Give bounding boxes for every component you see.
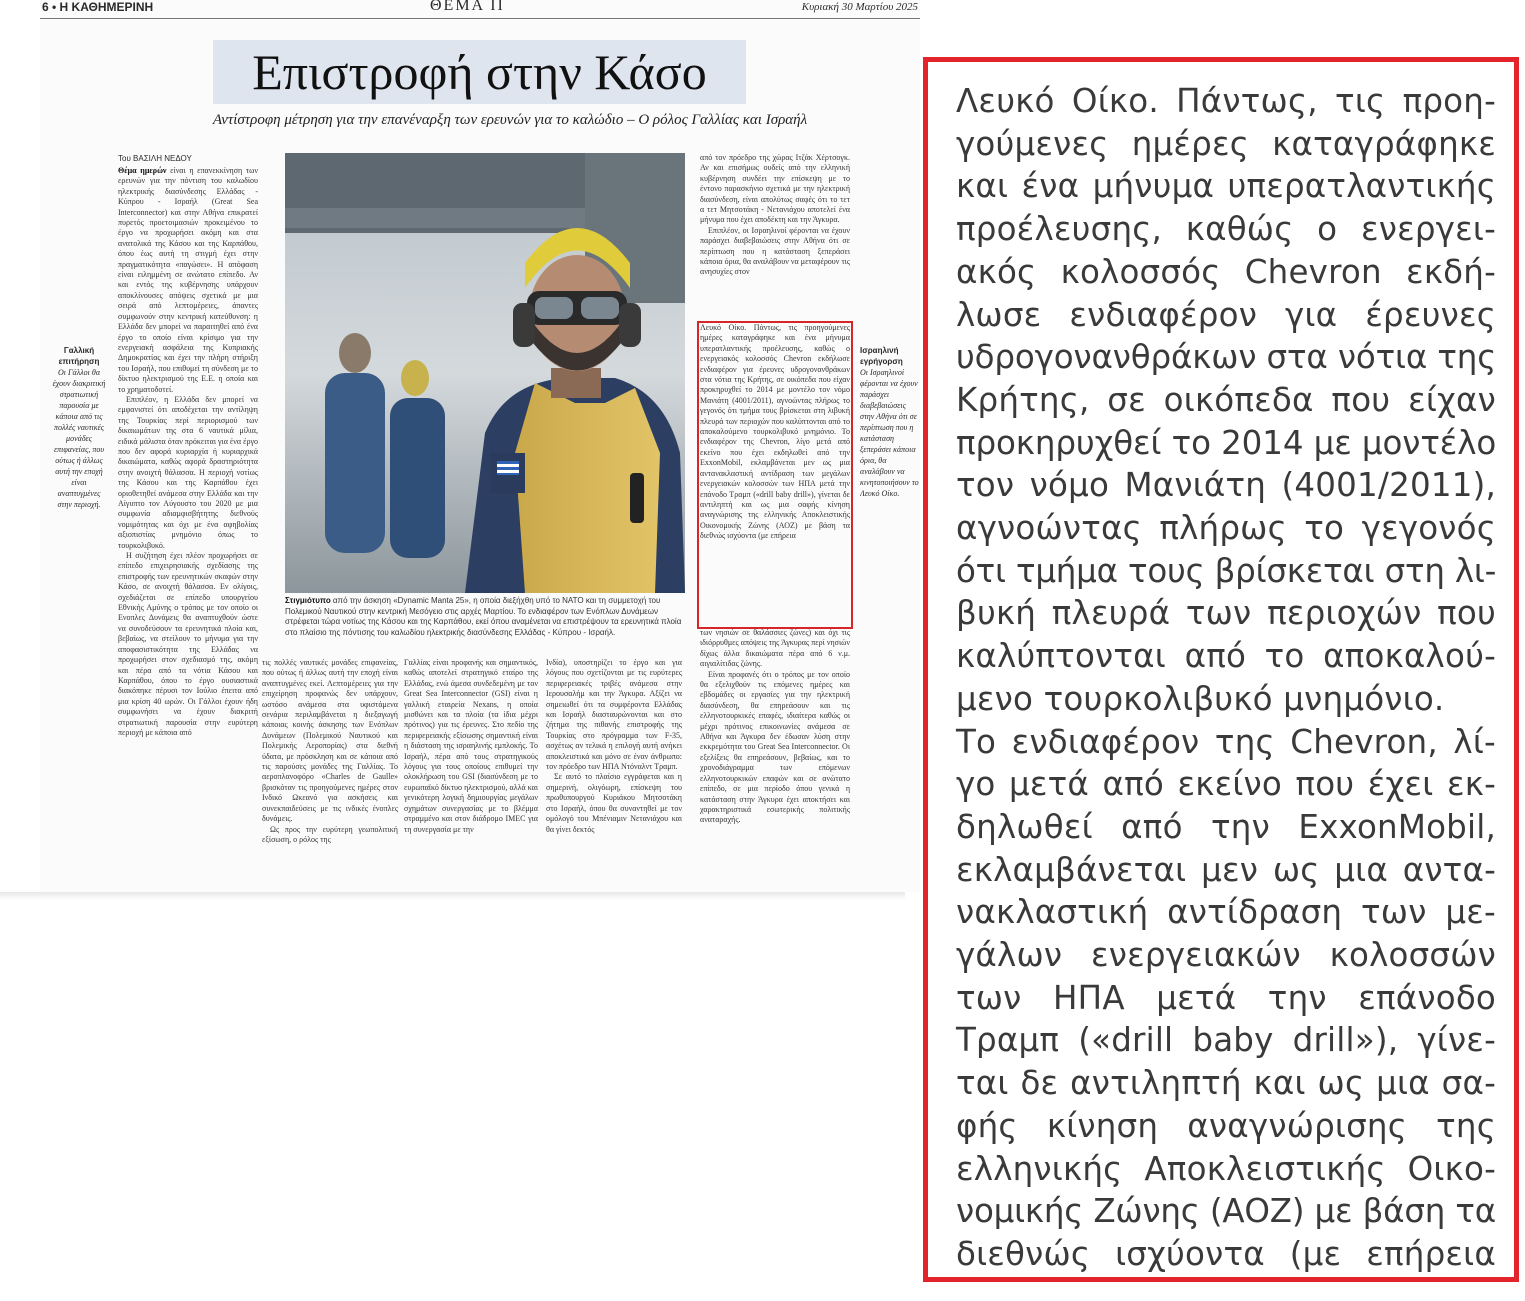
article-photo [285, 153, 685, 593]
excerpt-line: Τραμπ («drill baby drill»), γίνε- [956, 1021, 1496, 1060]
paragraph: των νησιών σε θαλάσσιες ζώνες) και όχι τις ιδιόρρυθμες απόψεις της Άγκυρας περί νησιών δίχως άλλα δικαιώματα πέρα από 6 ν.μ. αιγιαλίτιδας ζώνης. [700, 628, 850, 669]
header-rule [40, 18, 920, 19]
pull-quote-title: Ισραηλινή εγρήγορση [860, 346, 903, 366]
article-headline: Επιστροφή στην Κάσο [252, 44, 707, 100]
paragraph: Σε αυτό το πλαίσιο εγγράφεται και η σημερινή, ολιγόωρη, επίσκεψη του πρωθυπουργού Κυριάκου Μητσοτάκη στο Ισραήλ, όπου θα συναντηθεί με τον ομόλογό του Μπένιαμιν Νετανιάχου και θα γίνει δεκτός [546, 772, 682, 834]
article-column-4 [546, 658, 682, 892]
excerpt-line: Λευκό Οίκο. Πάντως, τις προη- [956, 82, 1496, 120]
page-edge [0, 892, 905, 900]
paragraph: Η συζήτηση έχει πλέον προχωρήσει σε επίπεδο επιχειρησιακής σχεδίασης της επιστροφής των ερευνητικών σκαφών στην Κάσο, σε ανοιχτή θάλασσα. Εν ολίγοις, σχεδιάζεται σε επίπεδο υπουργείου Εθνικής Αμύνης ο τρόπος με τον οποίο οι Ενοπλες Δυνάμεις θα αναπτυχθούν ώστε να συνοδεύσουν τα ερευνητικά πλοία και, βεβαίως, να στείλουν το μήνυμα για την αποφασιστικότητα της Ελλάδας να προχωρήσει στον σχεδιασμό της, ακόμη και πέρα από τα νότια Κάσου και Καρπάθου, όπου το έργο ουσιαστικά διακόπηκε πέρυσι τον Ιούλιο έπειτα από μια κρίση 40 ωρών. Οι Γάλλοι έχουν ήδη συμφωνήσει να έχουν διακριτή στρατιωτική παρουσία στην ευρύτερη περιοχή με κάποια από [118, 551, 258, 737]
paragraph: Ως προς την ευρύτερη γεωπολιτική εξίσωση, ο ρόλος της [262, 824, 398, 844]
pull-quote-title: Γαλλική επιτήρηση [58, 346, 100, 366]
excerpt-line: μενο τουρκολιβυκό μνημόνιο. [956, 679, 1445, 718]
excerpt-line: νομικής Ζώνης (ΑΟΖ) με βάση τα [956, 1192, 1496, 1231]
article-column-3 [404, 658, 538, 892]
excerpt-line: ελληνικής Αποκλειστικής Οικο- [956, 1149, 1496, 1188]
page-header [40, 0, 920, 18]
article-column-1 [118, 166, 258, 892]
excerpt-line: ακός κολοσσός Chevron εκδή- [956, 252, 1496, 291]
paragraph: Γαλλίας είναι προφανής και σημαντικός, καθώς αποτελεί στρατηγικό εταίρο της Ελλάδας, ενώ άμεσα συνδεδεμένη με τον Great Sea Interconnector (GSI) είναι η γαλλική εταιρεία Nexans, η οποία μισθώνει και τα πλοία (τα ίδια μέχρι πρότινος) για τις έρευνες. Στο πεδίο της περιφερειακής εξίσωσης σημαντική είναι η διάσταση της ισραηλινής εμπλοκής. Το Ισραήλ, πέρα από τους στρατηγικούς λόγους για τους οποίους επιθυμεί την ολοκλήρωση του GSI (διασύνδεση με το ευρωπαϊκό δίκτυο ηλεκτρισμού, αλλά και γενικότερη λογική δημιουργίας μεγάλων σχημάτων συνεργασίας με το βλέμμα στραμμένο και στον διάδρομο IMEC για τη συνεργασία με την [404, 658, 538, 834]
excerpt-line: λωσε ενδιαφέρον για έρευνες [956, 295, 1496, 334]
excerpt-line: νακλαστική αντίδραση των με- [956, 893, 1496, 932]
excerpt-line: προέλευσης, καθώς ο ενεργει- [956, 210, 1496, 249]
excerpt-line: και ένα μήνυμα υπερατλαντικής [956, 167, 1496, 206]
zoomed-excerpt-frame [923, 57, 1519, 1282]
naval-officer-photo [285, 153, 685, 593]
excerpt-line: φής κίνηση αναγνώρισης της [956, 1106, 1496, 1145]
byline: Του ΒΑΣΙΛΗ ΝΕΔΟΥ [118, 154, 192, 163]
excerpt-line: γούμενες ημέρες καταγράφηκε [956, 124, 1496, 163]
excerpt-line: Κρήτης, σε οικόπεδα που είχαν [956, 380, 1496, 419]
newspaper-page [40, 0, 920, 892]
excerpt-line: υδρογονανθράκων στα νότια της [956, 338, 1497, 377]
highlight-box [697, 321, 853, 629]
excerpt-line: Το ενδιαφέρον της Chevron, λί- [956, 722, 1496, 761]
paragraph: από τον πρόεδρο της χώρας Ιτζάκ Χέρτσογκ. Αν και επισήμως ουδείς από την ελληνική κυβέρνηση συνδέει την επίσκεψη με το έντονο παρασκήνιο σχετικά με την ηλεκτρική διασύνδεση, είναι απολύτως σαφές ότι το τετ α τετ Μητσοτάκη - Νετανιάχου αποτελεί ένα μήνυμα που έχει αποδέκτη και την Άγκυρα. [700, 153, 850, 225]
excerpt-line: ται δε αντιληπτή και ως μια σα- [956, 1064, 1496, 1103]
paragraph: Θέμα ημερών είναι η επανεκκίνηση των ερευνών για την πόντιση του καλωδίου ηλεκτρικής διασύνδεσης Ελλάδας - Κύπρου - Ισραήλ (Great Sea Interconnector) και στην Αθήνα επικρατεί πυρετός προετοιμασιών προκειμένου το έργο να προχωρήσει ακόμη και στα ανατολικά της Κάσου και της Καρπάθου, όπου έως αυτή τη στιγμή έχει στην πραγματικότητα «παγώσει». Η απόφαση είναι ειλημμένη σε ανώτατο επίπεδο. Αν και εντός της κυβέρνησης υπάρχουν αποκλίνουσες απόψεις σχετικά με μια σειρά από λεπτομέρειες, άπαντες συμφωνούν στην κεντρική κατεύθυνση: η Ελλάδα δεν μπορεί να παραιτηθεί από ένα έργο το οποίο είναι κρίσιμο για την ενεργειακή ασφάλεια της Κυπριακής Δημοκρατίας και έχει την πλήρη στήριξη του Ισραήλ, που επιθυμεί τη σύνδεση με το δίκτυο ηλεκτρισμού της Ε.Ε. η οποία και το χρηματοδοτεί. [118, 166, 258, 394]
article-column-5-top [700, 153, 850, 323]
photo-caption-lead: Στιγμιότυπο [285, 596, 331, 605]
paragraph: Επιπλέον, οι Ισραηλινοί φέρονται να έχουν παράσχει διαβεβαιώσεις στην Αθήνα ότι σε περίπτωση που η κατάσταση ξεπεράσει κάποια όρια, θα αναλάβουν να μεταφέρουν τις ανησυχίες στον [700, 225, 850, 277]
pull-quote-text: Οι Γάλλοι θα έχουν διακριτική στρατιωτική παρουσία με κάποια από τις πολλές ναυτικές μονάδες επιφανείας, που ούτως ή άλλως αυτή την εποχή είναι αναπτυγμένες στην περιοχή. [52, 368, 106, 509]
photo-caption-text: από την άσκηση «Dynamic Manta 25», η οποία διεξήχθη υπό το ΝΑΤΟ και τη συμμετοχή του Πολεμικού Ναυτικού στην κεντρική Μεσόγειο στις αρχές Μαρτίου. Το ενδιαφέρον των Ενόπλων Δυνάμεων στρέφεται τώρα νοτίως της Κάσου και της Καρπάθου, εκεί όπου αναμένεται να επιστρέψουν τα ερευνητικά πλοία στο πλαίσιο της πόντισης του καλωδίου ηλεκτρικής διασύνδεσης Ελλάδας - Κύπρου - Ισραήλ. [285, 596, 682, 637]
excerpt-line: ότι τμήμα τους βρίσκεται στη λι- [956, 551, 1497, 590]
article-column-5-bottom [700, 628, 850, 892]
excerpt-line: εκλαμβάνεται μεν ως μια αντα- [956, 850, 1496, 889]
excerpt-line: γο μετά από εκείνο που έχει εκ- [956, 765, 1496, 804]
pull-quote-left [50, 345, 108, 510]
article-column-2 [262, 658, 398, 892]
excerpt-line: αγνοώντας πλήρως το γεγονός [956, 509, 1496, 548]
article-subheadline: Αντίστροφη μέτρηση για την επανέναρξη των ερευνών για το καλώδιο – Ο ρόλος Γαλλίας και Ισραήλ [212, 112, 808, 128]
section-title: ΘΕΜΑ ΙΙ [430, 0, 505, 14]
paragraph: Λευκό Οίκο. Πάντως, τις προηγούμενες ημέρες καταγράφηκε και ένα μήνυμα υπερατλαντικής προέλευσης, καθώς ο ενεργειακός κολοσσός Chevron εκδήλωσε ενδιαφέρον για έρευνες υδρογονανθράκων στα νότια της Κρήτης, σε οικόπεδα που είχαν προκηρυχθεί το 2014 με μοντέλο τον νόμο Μανιάτη (4001/2011), αγνοώντας πλήρως το γεγονός ότι τμήμα τους βρίσκεται στη λιβυκή πλευρά των περιοχών που καλύπτονται από το αποκαλούμενο τουρκολιβυκό μνημόνιο. Το ενδιαφέρον της Chevron, λίγο μετά από εκείνο που έχει εκδηλωθεί από την ExxonMobil, εκλαμβάνεται μεν ως μια αντανακλαστική αντίδραση των μεγάλων ενεργειακών κολοσσών των ΗΠΑ μετά την επάνοδο Τραμπ («drill baby drill»), γίνεται δε αντιληπτή και ως μια σαφής κίνηση αναγνώρισης της ελληνικής Αποκλειστικής Οικονομικής Ζώνης (ΑΟΖ) με βάση τα διεθνώς ισχύοντα (με επήρεια [700, 323, 850, 541]
photo-caption [285, 596, 685, 638]
excerpt-line: καλύπτονται από το αποκαλού- [956, 637, 1496, 676]
page-number-masthead: 6 • Η ΚΑΘΗΜΕΡΙΝΗ [42, 0, 154, 14]
pull-quote-right [860, 345, 920, 499]
excerpt-line: διεθνώς ισχύοντα (με επήρεια [956, 1234, 1496, 1273]
paragraph: τις πολλές ναυτικές μονάδες επιφανείας, που ούτως ή άλλως αυτή την εποχή είναι αναπτυγμένες εκεί. Λεπτομέρειες για την επιχείρηση προφανώς δεν υπάρχουν, ωστόσο ανάμεσα στα υφιστάμενα σενάρια περιλαμβάνεται η διεξαγωγή κάποιας κοινής άσκησης των Ενόπλων Δυνάμεων (Πολεμικού Ναυτικού και Πολεμικής Αεροπορίας) στα διεθνή ύδατα, με πρόσκληση και σε κάποια από τις παρούσες μονάδες της Γαλλίας. Το αεροπλανοφόρο «Charles de Gaulle» βρισκόταν τις προηγούμενες ημέρες στον Ινδικό Ωκεανό για ασκήσεις και συνεκπαιδεύσεις με τις ινδικές ένοπλες δυνάμεις. [262, 658, 398, 824]
paragraph: Επιπλέον, η Ελλάδα δεν μπορεί να εμφανιστεί ότι αποδέχεται την αντίληψη της Τουρκίας περί περιορισμού των δικαιωμάτων της στα 6 ναυτικά μίλια, ειδικά μάλιστα όταν πρόκειται για ένα έργο που δεν αφορά κυριαρχία ή κυριαρχικά δικαιώματα, καθώς αφορά δραστηριότητα στην ανοιχτή θάλασσα. Η περιοχή νοτίως της Κάσου και της Καρπάθου έχει οριοθετηθεί ανάμεσα στην Ελλάδα και την Αίγυπτο τον Αύγουστο του 2020 με μια συμφωνία αδιαμφισβήτητης διεθνούς νομιμότητας και όχι με ένα αφηβολίας αξιοπιστίας μνημόνιο όπως το τουρκολιβυκό. [118, 394, 258, 550]
pull-quote-text: Οι Ισραηλινοί φέρονται να έχουν παράσχει διαβεβαιώσεις στην Αθήνα ότι σε περίπτωση που η κατάσταση ξεπεράσει κάποια όρια, θα αναλάβουν να κινητοποιήσουν το Λευκό Οίκο. [860, 368, 919, 498]
issue-date: Κυριακή 30 Μαρτίου 2025 [801, 1, 918, 13]
excerpt-line: τον νόμο Μανιάτη (4001/2011), [956, 466, 1496, 505]
zoomed-excerpt-text [956, 80, 1496, 1276]
excerpt-line: των ΗΠΑ μετά την επάνοδο [956, 978, 1496, 1017]
excerpt-line: δηλωθεί από την ExxonMobil, [956, 807, 1496, 846]
paragraph: Ινδία), υποστηρίζει το έργο και για λόγους που σχετίζονται με τις ευρύτερες περιφερειακές τριβές ανάμεσα στην Ιερουσαλήμ και την Άγκυρα. Αξίζει να σημειωθεί ότι τα συμφέροντα Ελλάδας και Ισραήλ διασταυρώνονται και στο ζήτημα της πιθανής επιστροφής της Τουρκίας στο πρόγραμμα των F-35, ασχέτως αν τελικά η επιλογή αυτή ανήκει αποκλειστικά και μόνο σε έναν άνθρωπο: τον πρόεδρο των ΗΠΑ Ντόναλντ Τραμπ. [546, 658, 682, 772]
paragraph: Είναι προφανές ότι ο τρόπος με τον οποίο θα εξελιχθούν τις επόμενες ημέρες και εβδομάδες οι εργασίες για την ηλεκτρική διασύνδεση, θα επηρεάσουν και τις ελληνοτουρκικές επαφές, ιδιαίτερα καθώς οι μέχρι πρότινος επικοινωνίες ανάμεσα σε Αθήνα και Άγκυρα δεν έδωσαν λύση στην εκκρεμότητα του Great Sea Interconnector. Οι εξελίξεις θα επηρεάσουν, βεβαίως, και το χρονοδιάγραμμα των επόμενων ελληνοτουρκικών επαφών και σε ανώτατο επίπεδο, σε μια περίοδο όπου γενικά η κατάσταση στην Άγκυρα έχει αποκτήσει και χαρακτηριστικά εσωτερικής πολιτικής αναταραχής. [700, 669, 850, 825]
excerpt-line: προκηρυχθεί το 2014 με μοντέλο [956, 423, 1497, 462]
excerpt-line: γάλων ενεργειακών κολοσσών [956, 936, 1496, 975]
excerpt-line: βυκή πλευρά των περιοχών που [956, 594, 1496, 633]
